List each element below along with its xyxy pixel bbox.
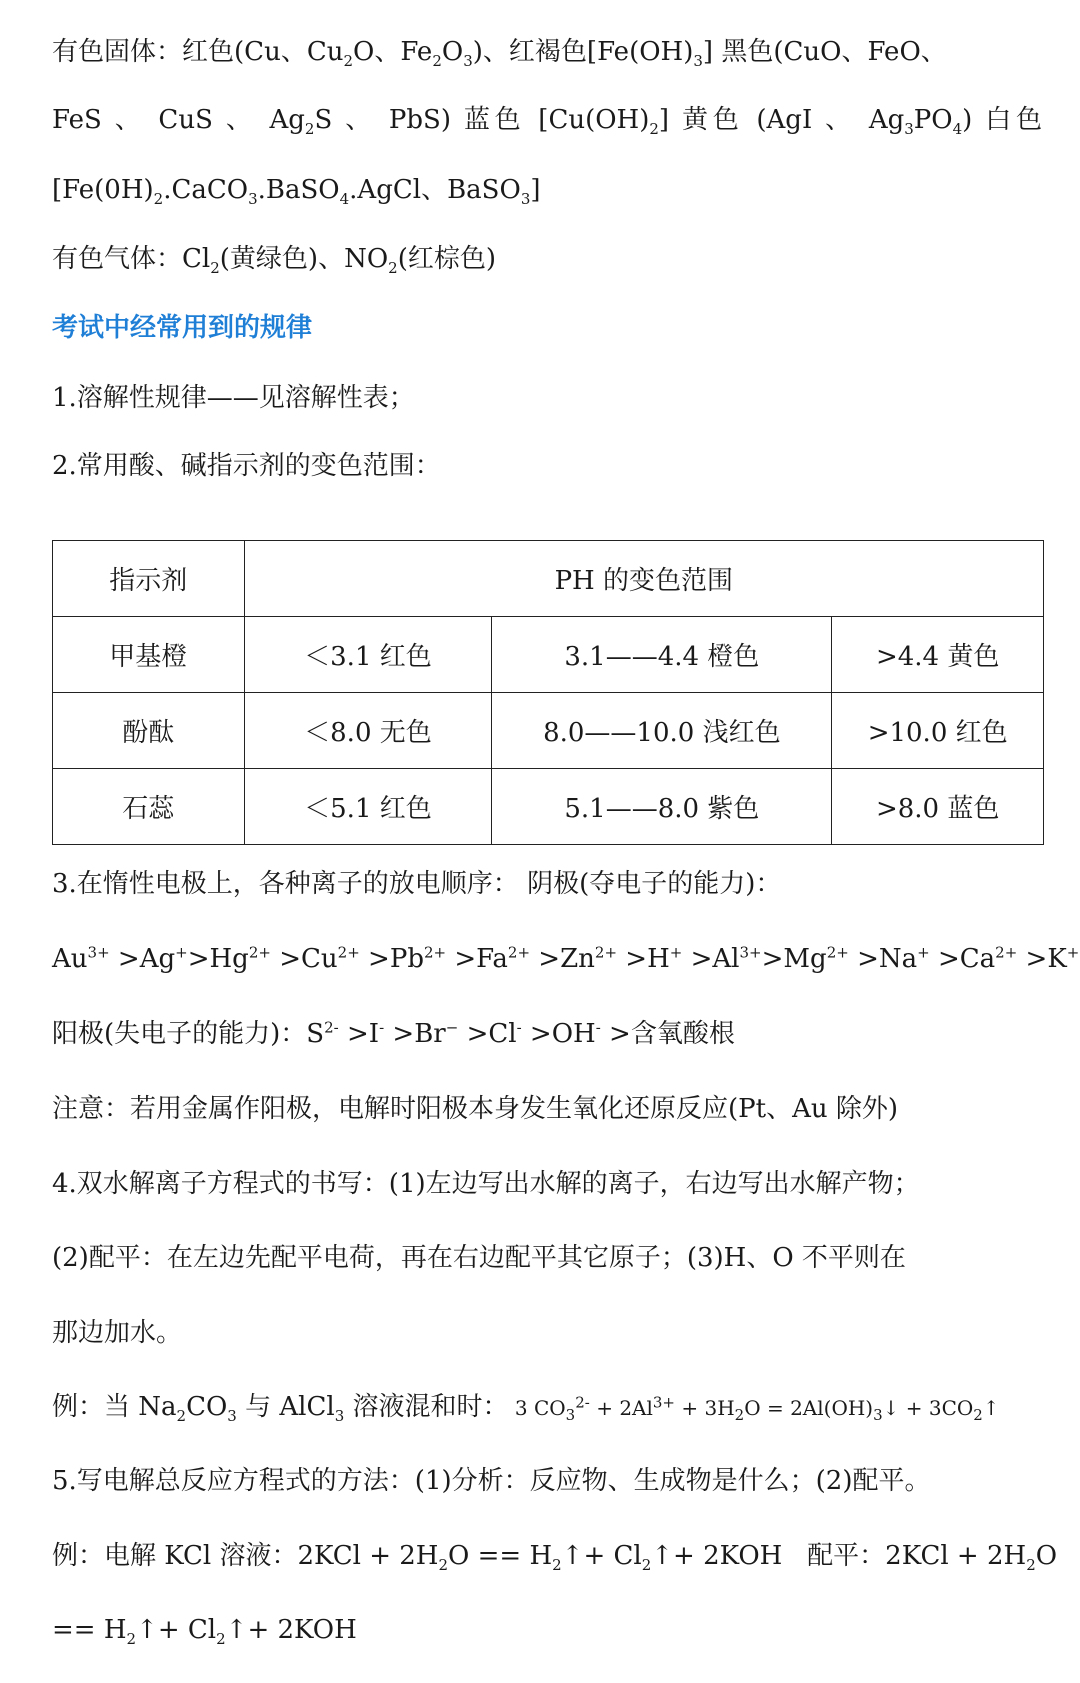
range-high: >8.0 蓝色 bbox=[832, 769, 1044, 845]
rule-4-line-1: 4.双水解离子方程式的书写：(1)左边写出水解的离子，右边写出水解产物； bbox=[52, 1169, 920, 1199]
colored-solids-line-2: FeS 、 CuS 、 $Ag_2S$ 、 PbS) 蓝色 $[Cu(OH)_2]$ 黄色 (AgI 、 $Ag_3PO_4$) 白色 bbox=[52, 105, 1042, 139]
example-prefix: 例：当 bbox=[52, 1392, 131, 1422]
table-row bbox=[53, 693, 1044, 769]
range-high: >10.0 红色 bbox=[832, 693, 1044, 769]
rule-3-intro: 3.在惰性电极上，各种离子的放电顺序： 阴极(夺电子的能力)： bbox=[52, 869, 782, 899]
balance-label: 配平： bbox=[807, 1541, 886, 1571]
example-prefix: 例：电解 KCl 溶液： bbox=[52, 1541, 298, 1571]
hydrolysis-equation: 3 $CO_3^{2-} + 2Al^{3+} + 3H_2O$ = $2Al(OH)_3↓$ + $3CO_2↑$ bbox=[508, 1393, 1000, 1424]
anode-order: 阳极(失电子的能力)：$S^{2-} >I^- >Br^- >Cl^- >OH^-$ >含氧酸根 bbox=[52, 1018, 735, 1049]
rule-4-line-2: (2)配平：在左边先配平电荷，再在右边配平其它原子；(3)H、O 不平则在 bbox=[52, 1243, 906, 1273]
red-label: 红色 bbox=[182, 37, 235, 67]
cathode-order: $Au^{3+} >Ag^+>Hg^{2+} >Cu^{2+} >Pb^{2+} >Fa^{2+} >Zn^{2+} >H^+ >Al^{3+}>Mg^{2+} >Na^+ >Ca^{2+} >K^+$ bbox=[52, 943, 1080, 974]
table-row bbox=[53, 617, 1044, 693]
section-heading: 考试中经常用到的规律 bbox=[52, 313, 313, 343]
range-mid: 5.1——8.0 紫色 bbox=[492, 769, 832, 845]
red-brown-label: 红褐色 bbox=[508, 37, 587, 67]
range-low: ＜5.1 红色 bbox=[244, 769, 492, 845]
indicator-name: 酚酞 bbox=[53, 693, 245, 769]
black-label: 黑色 bbox=[721, 37, 774, 67]
header-range: PH 的变色范围 bbox=[244, 541, 1043, 617]
example-and: 与 bbox=[245, 1392, 272, 1422]
colored-solids-line-1: 有色固体：红色(Cu、$Cu_2O$、$Fe_2O_3$)、红褐色$[Fe(OH)_3]$ 黑色(CuO、FeO、 bbox=[52, 37, 947, 71]
anode-tail: 含氧酸根 bbox=[630, 1019, 735, 1049]
range-low: ＜8.0 无色 bbox=[244, 693, 492, 769]
colored-gases-label: 有色气体： bbox=[52, 244, 183, 274]
indicator-table bbox=[52, 540, 1044, 845]
table-header-row bbox=[53, 541, 1044, 617]
rule-5-example: 例：电解 KCl 溶液：$2KCl + 2H_2O$ == $H_2↑+$ $Cl_2↑+ 2KOH$ 配平：$2KCl + 2H_2O$ bbox=[52, 1541, 1058, 1575]
colored-solids-label: 有色固体： bbox=[52, 37, 183, 67]
range-mid: 8.0——10.0 浅红色 bbox=[492, 693, 832, 769]
colored-gases-line: 有色气体：$Cl_2$(黄绿色)、$NO_2$(红棕色) bbox=[52, 244, 496, 278]
yellow-label: 黄色 bbox=[682, 105, 744, 135]
blue-label: 蓝色 bbox=[463, 105, 526, 135]
colored-solids-line-3: [$Fe(0H)_2.CaCO_3.BaSO_4.AgCl$、BaSO$_3$] bbox=[52, 175, 541, 209]
white-label: 白色 bbox=[985, 105, 1042, 135]
indicator-name: 甲基橙 bbox=[53, 617, 245, 693]
indicator-name: 石蕊 bbox=[53, 769, 245, 845]
range-low: ＜3.1 红色 bbox=[244, 617, 492, 693]
cl2-color: (黄绿色)、 bbox=[219, 244, 345, 274]
example-mix: 溶液混和时： bbox=[352, 1392, 509, 1422]
rule-2: 2.常用酸、碱指示剂的变色范围： bbox=[52, 451, 441, 481]
no2-color: (红棕色) bbox=[397, 244, 496, 274]
rule-1: 1.溶解性规律——见溶解性表； bbox=[52, 383, 415, 413]
range-mid: 3.1——4.4 橙色 bbox=[492, 617, 832, 693]
rule-5-example-cont: == $H_2↑+$ $Cl_2↑+ 2KOH$ bbox=[52, 1615, 357, 1649]
table-row bbox=[53, 769, 1044, 845]
header-indicator: 指示剂 bbox=[53, 541, 245, 617]
rule-5-line-1: 5.写电解总反应方程式的方法：(1)分析：反应物、生成物是什么；(2)配平。 bbox=[52, 1466, 931, 1496]
anode-label: 阳极(失电子的能力)： bbox=[52, 1019, 307, 1049]
rule-4-line-3: 那边加水。 bbox=[52, 1318, 183, 1348]
range-high: >4.4 黄色 bbox=[832, 617, 1044, 693]
rule-3-note: 注意：若用金属作阳极，电解时阳极本身发生氧化还原反应(Pt、Au 除外) bbox=[52, 1094, 899, 1124]
rule-4-example: 例：当 $Na_2CO_3$ 与 AlCl$_3$ 溶液混和时： 3 $CO_3^{2-} + 2Al^{3+} + 3H_2O$ = $2Al(OH)_3↓$ + $3CO_2↑$ bbox=[52, 1392, 1000, 1426]
